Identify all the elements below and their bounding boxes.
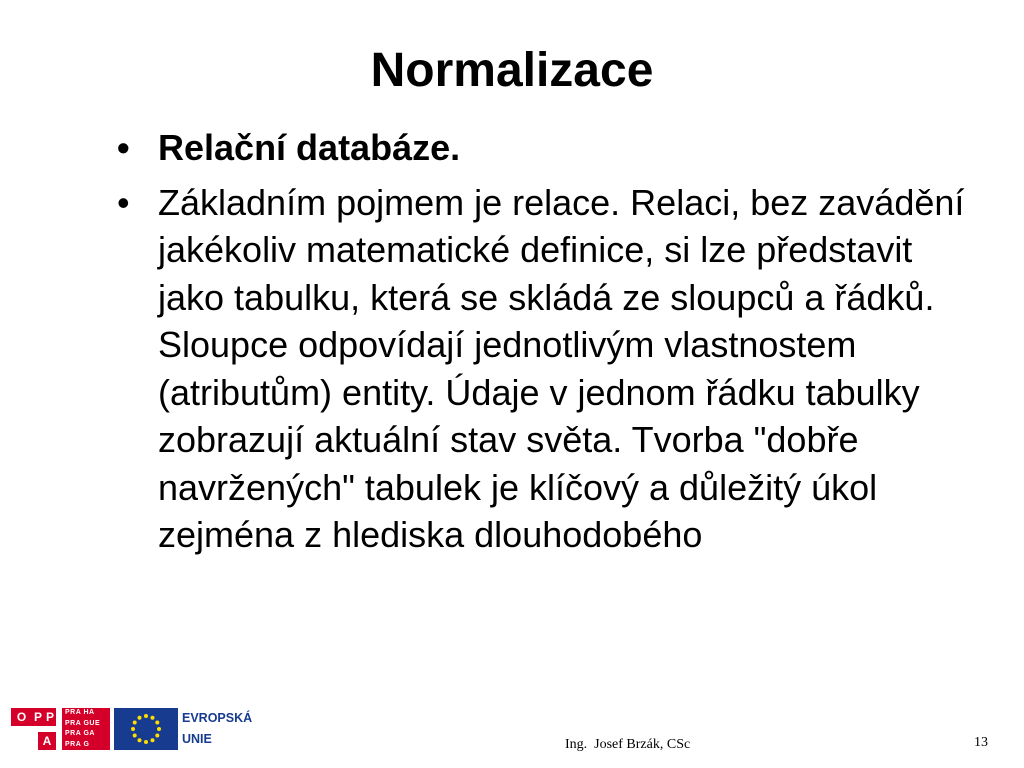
bullet-symbol: • — [117, 127, 130, 168]
oppa-logo-letter: O — [11, 708, 32, 726]
oppa-logo-letter: P — [45, 710, 54, 724]
oppa-logo-letter: P — [33, 710, 42, 724]
oppa-logo — [11, 708, 56, 750]
praha-logo — [62, 708, 110, 750]
eu-flag-icon — [114, 708, 178, 750]
oppa-logo-letter: A — [38, 732, 56, 750]
author-name: Ing. Josef Brzák, CSc — [565, 737, 691, 752]
bullet-item — [117, 179, 977, 559]
bullet-item — [117, 124, 977, 172]
praha-logo-line: PRA HA — [65, 709, 95, 716]
bullet-text: Relační databáze. — [158, 127, 461, 168]
eu-stars — [114, 708, 178, 750]
page-number: 13 — [974, 735, 988, 750]
eu-logo-line: EVROPSKÁ — [182, 711, 253, 725]
praha-logo-line: PRA G — [65, 740, 90, 748]
slide-content — [117, 124, 977, 559]
bullet-symbol: • — [117, 181, 130, 223]
praha-logo-line: PRA GUE — [65, 719, 101, 727]
eu-logo-line: UNIE — [182, 732, 212, 746]
praha-logo-line: PRA GA — [65, 730, 95, 737]
slide-title: Normalizace — [370, 44, 654, 97]
footer-logos — [0, 696, 275, 768]
eu-logo-text — [182, 708, 272, 750]
bullet-text: Základním pojmem je relace. Relaci, bez zavádění jakékoliv matematické definice, si lze představit jako tabulku, která se skládá ze sloupců a řádků. Sloupce odpovídají jednotlivým vlastnostem (atributům) entity. Údaje v jednom řádku tabulky zobrazují aktuální stav světa. Tvorba "dobře navržených" tabulek je klíčový a důležitý úkol zejména z hlediska dlouhodobého — [158, 181, 965, 555]
